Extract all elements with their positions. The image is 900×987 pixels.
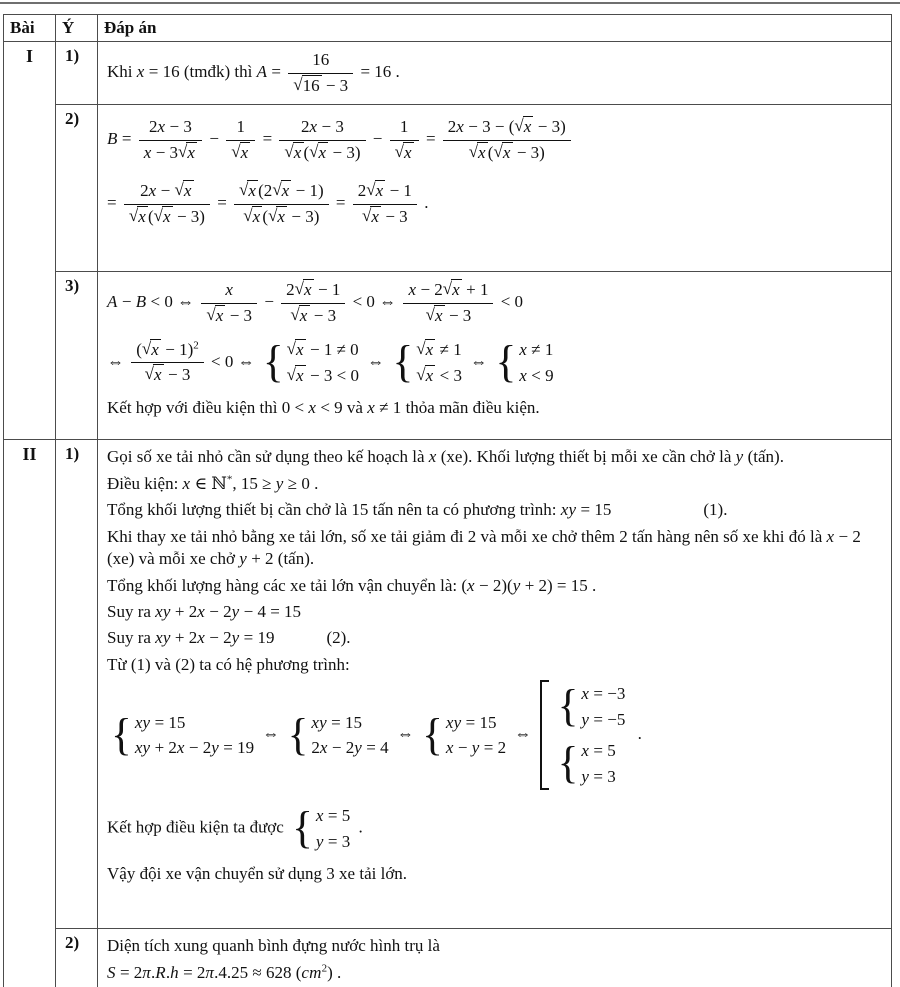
solution-line: Diện tích xung quanh bình đựng nước hình trụ là xyxy=(107,936,440,956)
answer-cell-I-1 xyxy=(98,42,892,105)
solution-line: Khi thay xe tải nhỏ bằng xe tải lớn, số xe tải giảm đi 2 và mỗi xe chở thêm 2 tấn hàng nên số xe khi đó là x − 2 (xe) và mỗi xe chở y + 2 (tấn). xyxy=(107,526,861,569)
equation-text: Tổng khối lượng thiết bị cần chở là 15 tấn nên ta có phương trình: xy = 15 xyxy=(107,500,612,520)
solution-line: Kết hợp điều kiện ta được { x = 5 y = 3 . xyxy=(107,803,363,854)
equation-ref-1: (1). xyxy=(703,500,728,520)
solution-line xyxy=(107,627,882,649)
col-header-bai: Bài xyxy=(4,15,56,42)
conclusion-line: Vậy đội xe vận chuyển sử dụng 3 xe tải lớn. xyxy=(107,864,408,884)
solution-line: ⇔ $\frac{(√x - 1)^2}{√x - 3}$ < 0 ⇔ { √x − 1 ≠ 0 √x − 3 < 0 ⇔ { √x ≠ 1 √x < 3 ⇔ { x ≠ 1 x < 9 xyxy=(107,337,554,388)
header-row xyxy=(4,15,892,42)
solution-line: Gọi số xe tải nhỏ cần sử dụng theo kế hoạch là x (xe). Khối lượng thiết bị mỗi xe cần chở là y (tấn). xyxy=(107,447,784,467)
equation-text: Suy ra xy + 2x − 2y = 19 xyxy=(107,628,275,648)
solution-line: Từ (1) và (2) ta có hệ phương trình: xyxy=(107,654,350,674)
answer-cell-I-2 xyxy=(98,105,892,272)
solution-line: = $\frac{2x - √x}{√x (√x - 3)}$ = $\frac{√x (2√x - 1)}{√x (√x - 3)}$ = $\frac{2√x - 1}{√x - 3}$ . xyxy=(107,180,429,226)
solution-line: Suy ra xy + 2x − 2y − 4 = 15 xyxy=(107,601,302,621)
part-label-II-2: 2) xyxy=(56,929,98,987)
equation-ref-2: (2). xyxy=(326,628,351,648)
row-I-1 xyxy=(4,42,892,105)
top-rule xyxy=(0,2,900,4)
solution-line: S = 2π.R.h = 2π.4.25 ≈ 628 $(cm^2)$ . xyxy=(107,962,342,982)
col-header-y: Ý xyxy=(56,15,98,42)
solution-line: Tổng khối lượng hàng các xe tải lớn vận chuyển là: (x − 2)(y + 2) = 15 . xyxy=(107,575,597,595)
answer-cell-II-1 xyxy=(98,440,892,929)
part-label-I-1: 1) xyxy=(56,42,98,105)
system-line: { xy = 15 xy + 2x − 2y = 19 ⇔ { xy = 15 2x − 2y = 4 ⇔ { xy = 15 x − y = 2 ⇔ { x = −3 y = −5 { x = 5 y = 3 . xyxy=(111,681,642,789)
part-label-I-3: 3) xyxy=(56,272,98,440)
row-I-3 xyxy=(4,272,892,440)
part-label-II-1: 1) xyxy=(56,440,98,929)
answer-table xyxy=(3,14,892,987)
solution-line xyxy=(107,499,882,521)
row-II-1 xyxy=(4,440,892,929)
row-II-2 xyxy=(4,929,892,987)
problem-label-I: I xyxy=(4,42,56,440)
solution-line: A − B < 0 ⇔ $\frac{x}{√x - 3}$ − $\frac{2√x - 1}{√x - 3}$ < 0 ⇔ $\frac{x - 2√x + 1}{√x - 3}$ < 0 xyxy=(107,279,524,325)
solution-line: B = $\frac{2x - 3}{x - 3√x}$ − $\frac{1}{√x}$ = $\frac{2x - 3}{√x (√x - 3)}$ − $\frac{1}{√x}$ = $\frac{2x - 3 - (√x - 3)}{√x (√x - 3)}$ xyxy=(107,115,882,165)
solution-line: Điều kiện: x ∈ ℕ*, 15 ≥ y ≥ 0 . xyxy=(107,473,319,493)
col-header-dapan: Đáp án xyxy=(98,15,892,42)
row-I-2 xyxy=(4,105,892,272)
solution-line: Kết hợp với điều kiện thì 0 < x < 9 và x ≠ 1 thỏa mãn điều kiện. xyxy=(107,398,540,418)
solution-line: Khi x = 16 (tmđk) thì A = $\frac{16}{√16 - 3}$ = 16 . xyxy=(107,50,400,95)
problem-label-II: II xyxy=(4,440,56,987)
answer-cell-II-2 xyxy=(98,929,892,987)
answer-cell-I-3 xyxy=(98,272,892,440)
part-label-I-2: 2) xyxy=(56,105,98,272)
